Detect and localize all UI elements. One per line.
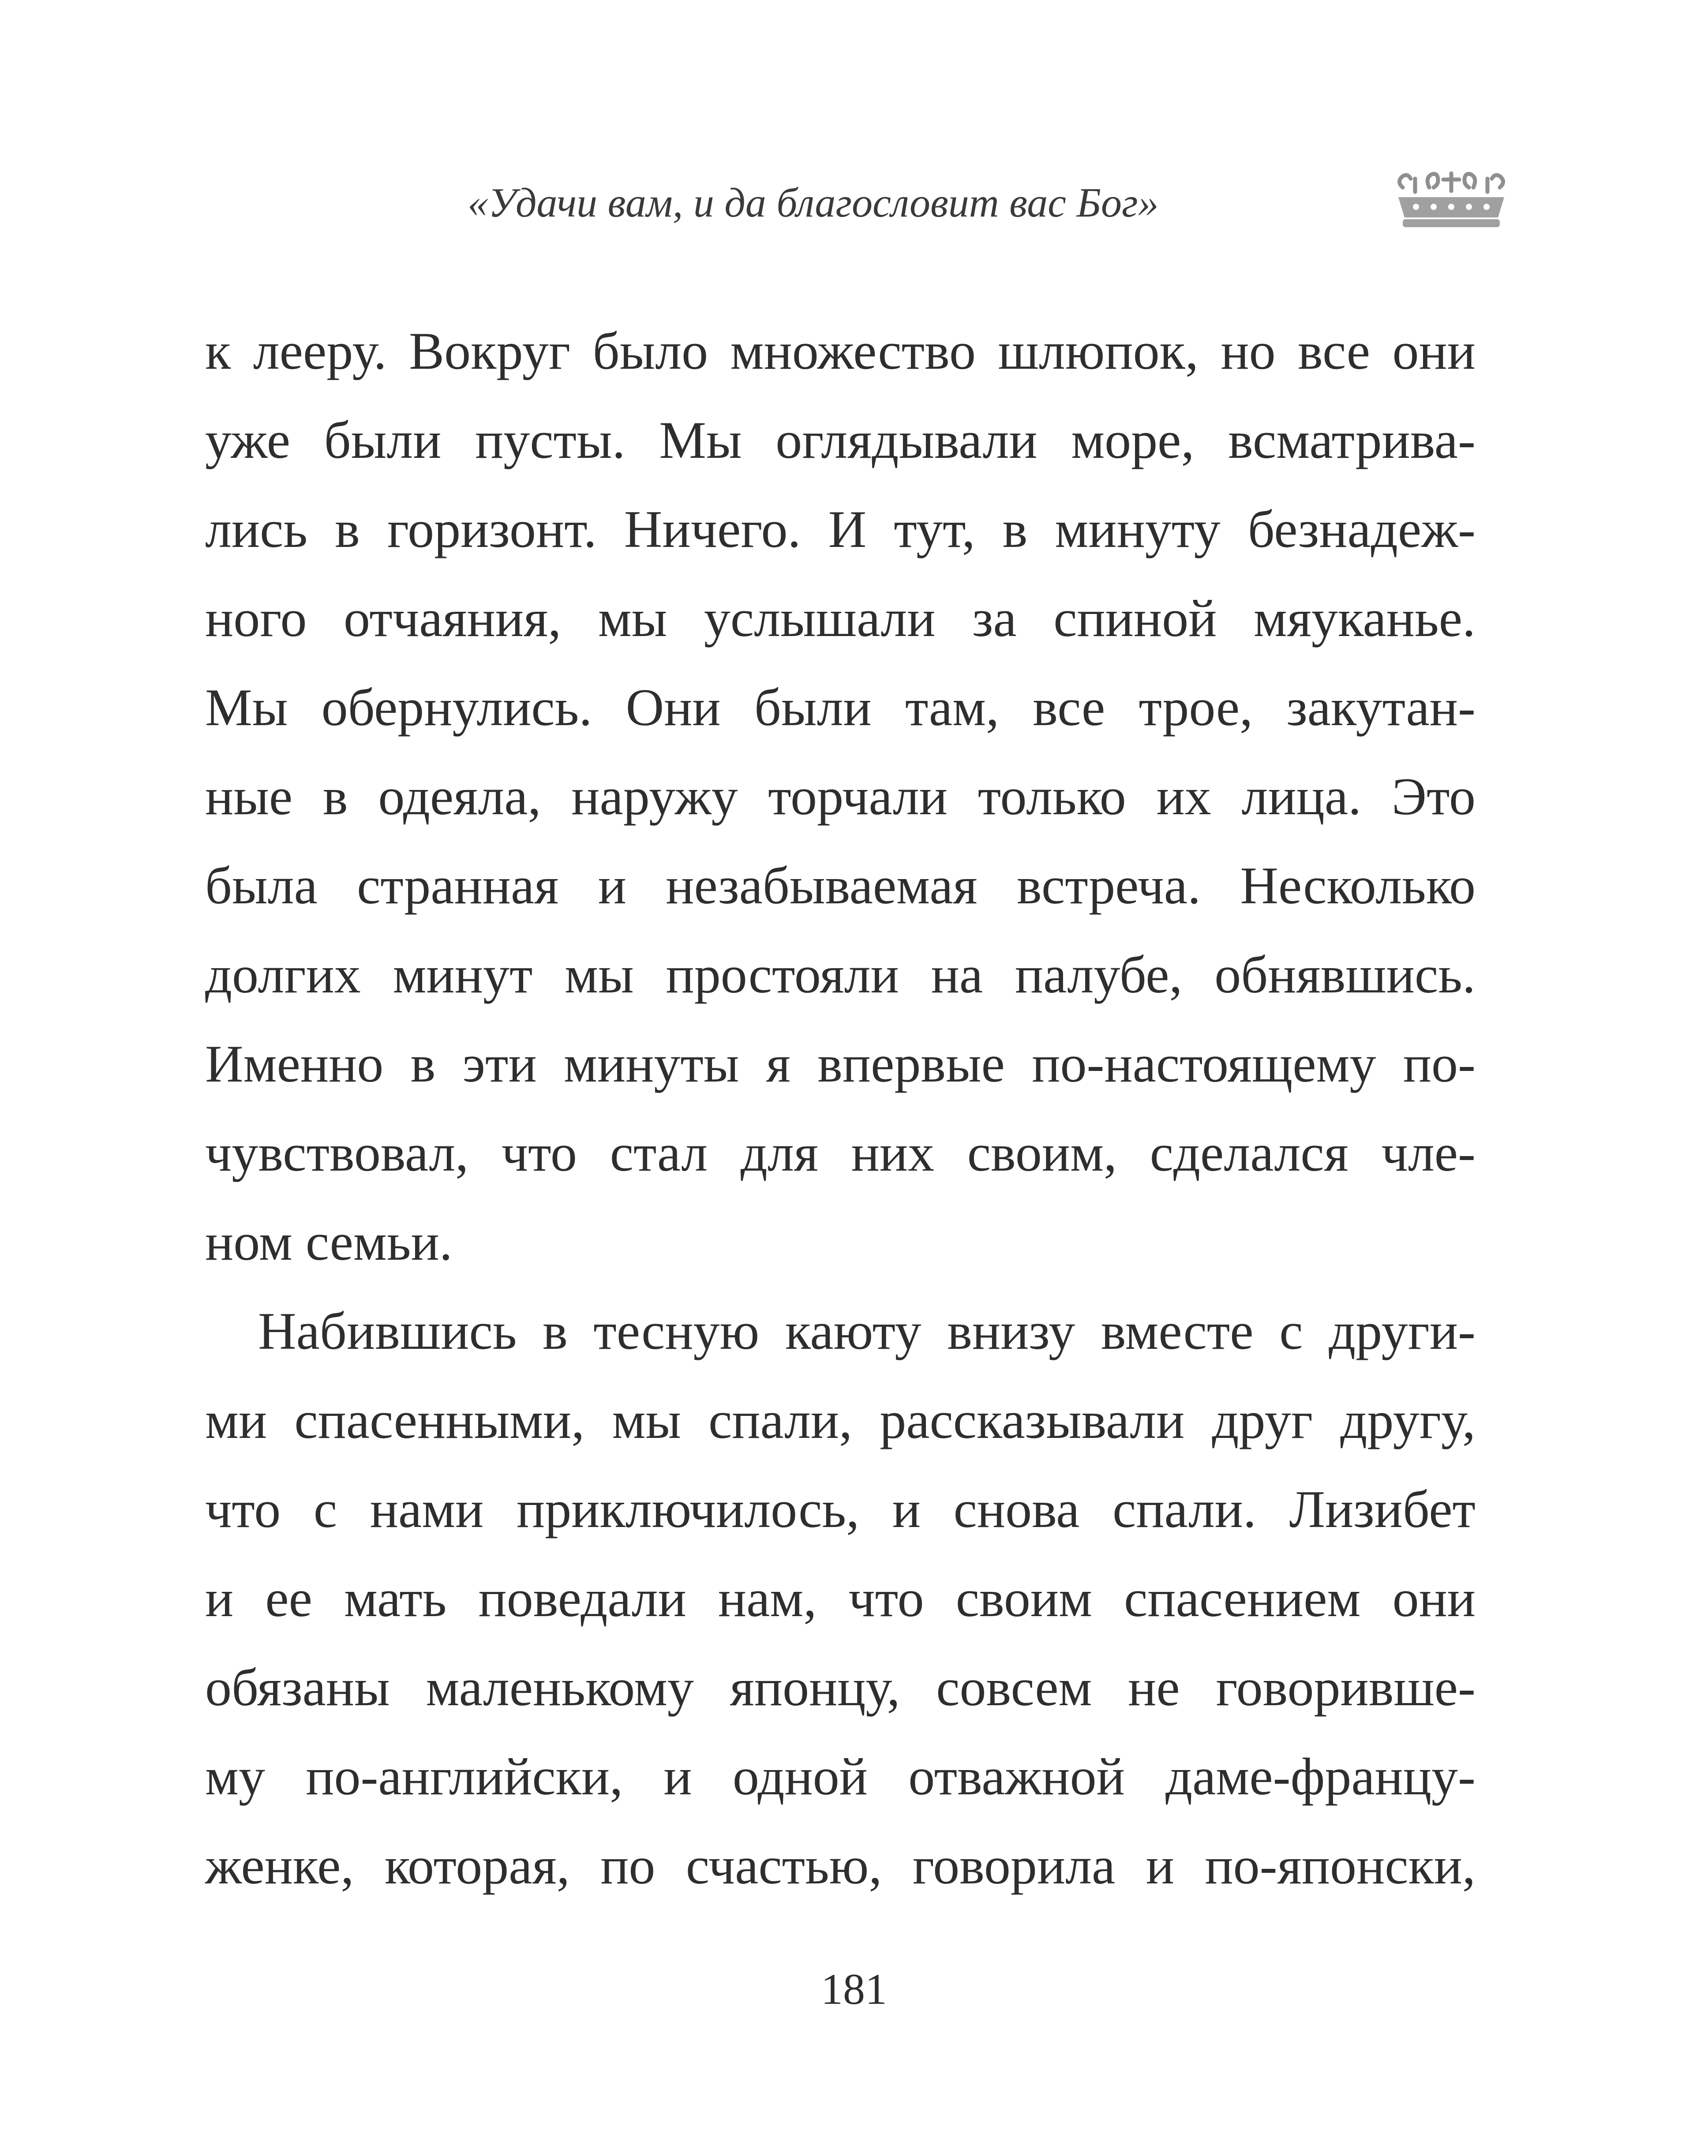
text-line: уже были пусты. Мы оглядывали море, всматрива-: [205, 411, 1476, 469]
page-number: 181: [821, 1965, 887, 2014]
text-line: к лееру. Вокруг было множество шлюпок, но все они: [205, 322, 1476, 380]
text-line: и ее мать поведали нам, что своим спасением они: [205, 1569, 1476, 1628]
text-line: му по-английски, и одной отважной даме-францу-: [205, 1747, 1476, 1806]
text-line: ные в одеяла, наружу торчали только их лица. Это: [205, 767, 1476, 826]
text-line: Мы обернулись. Они были там, все трое, закутан-: [205, 678, 1476, 737]
text-line: лись в горизонт. Ничего. И тут, в минуту безнадеж-: [205, 500, 1476, 558]
text-line: ного отчаяния, мы услышали за спиной мяуканье.: [205, 589, 1476, 648]
running-title: «Удачи вам, и да благословит вас Бог»: [468, 180, 1159, 226]
text-line: ми спасенными, мы спали, рассказывали друг другу,: [205, 1391, 1476, 1449]
text-line: Набившись в тесную каюту внизу вместе с други-: [258, 1302, 1476, 1360]
paragraph-2: [205, 1287, 1476, 1910]
text-line: долгих минут мы простояли на палубе, обнявшись.: [205, 945, 1476, 1004]
text-line: Именно в эти минуты я впервые по-настоящему по-: [205, 1034, 1476, 1093]
body-text: [205, 307, 1476, 1910]
text-line: ном семьи.: [205, 1213, 453, 1271]
text-line: что с нами приключилось, и снова спали. Лизибет: [205, 1480, 1476, 1538]
text-line: обязаны маленькому японцу, совсем не говоривше-: [205, 1658, 1476, 1717]
crown-icon: [1390, 170, 1513, 232]
text-line: чувствовал, что стал для них своим, сделался чле-: [205, 1123, 1476, 1182]
paragraph-1: [205, 307, 1476, 1287]
text-line: была странная и незабываемая встреча. Несколько: [205, 856, 1476, 915]
text-line: женке, которая, по счастью, говорила и по-японски,: [205, 1836, 1476, 1895]
